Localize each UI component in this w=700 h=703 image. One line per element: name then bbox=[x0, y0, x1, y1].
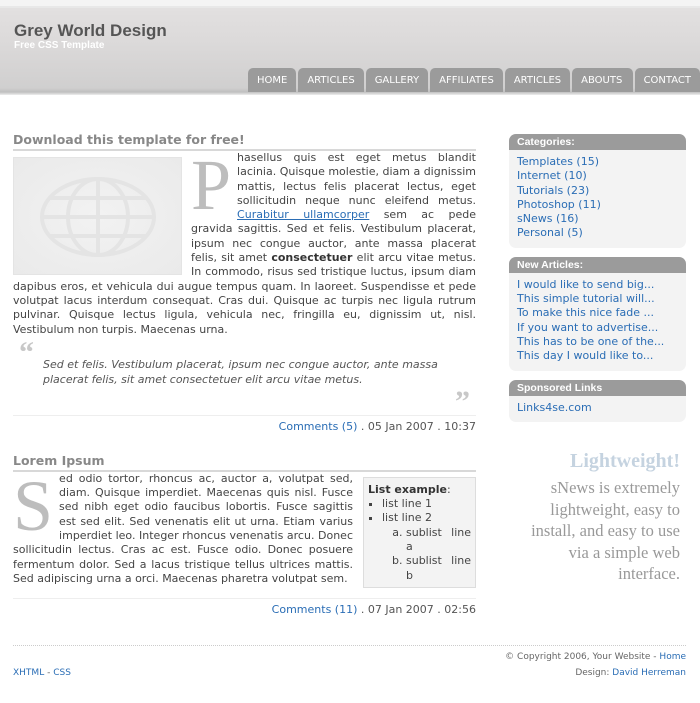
post-text: ed odio tortor, rhoncus ac, auctor a, volutpat sed, diam. Quisque imperdiet. Maecenas quis nisl. Fusce sed nibh eget odio faucibus lobortis. Fusce sagittis est sed elit. Sed venenatis elit ut urna. Etiam varius imperdiet leo. Integer rhoncus venenatis arcu. Donec sollicitudin lectus. Cras ac est. Fusce odio. Donec posuere fermentum dolor. Sed a lacus tristique tellus ultrices mattis. Sed adipiscing urna a orci. Maecenas pharetra volutpat sem. bbox=[13, 471, 353, 585]
globe-image bbox=[13, 157, 182, 275]
article-link[interactable]: This simple tutorial will... bbox=[517, 292, 655, 306]
post-text: sem ac pede gravida sagittis. Sed et felis. Vestibulum placerat, ipsum nec congue auctor, ante massa placerat felis, sit amet bbox=[191, 208, 476, 265]
post-date: . 05 Jan 2007 . 10:37 bbox=[357, 419, 476, 433]
list-item: ▪ list line 2 a. sublist line a b. sublist line b bbox=[382, 511, 471, 582]
footer bbox=[13, 645, 686, 678]
category-link[interactable]: Templates (15) bbox=[517, 155, 600, 168]
post-meta bbox=[13, 415, 476, 433]
header bbox=[0, 0, 700, 111]
xhtml-link[interactable]: XHTML bbox=[13, 668, 45, 678]
site-title: Grey World Design bbox=[14, 21, 167, 40]
nav-articles[interactable]: ARTICLES bbox=[298, 68, 363, 92]
box-title: Categories: bbox=[509, 134, 686, 150]
promo-title: Lightweight! bbox=[570, 450, 680, 472]
nav-gallery[interactable]: GALLERY bbox=[366, 68, 428, 92]
category-link[interactable]: Internet (10) bbox=[517, 169, 587, 183]
sublist-item: a. sublist line a bbox=[406, 526, 471, 555]
inline-link[interactable]: Curabitur ullamcorper bbox=[237, 208, 370, 222]
sponsored-box bbox=[509, 380, 686, 422]
css-link[interactable]: CSS bbox=[53, 668, 71, 678]
list-title: List example bbox=[368, 482, 447, 496]
categories-box bbox=[509, 134, 686, 248]
list bbox=[368, 497, 471, 583]
post-date: . 07 Jan 2007 . 02:56 bbox=[357, 603, 476, 617]
category-link[interactable]: sNews (16) bbox=[517, 212, 579, 226]
nav-about-us[interactable]: ABOUTS US bbox=[572, 68, 632, 92]
close-quote-icon: ” bbox=[455, 384, 470, 418]
category-link[interactable]: Tutorials (23) bbox=[517, 183, 590, 197]
drop-cap: S bbox=[13, 465, 54, 546]
lightweight-promo bbox=[509, 450, 680, 585]
post-title: Download this template for free! bbox=[13, 132, 476, 151]
open-quote-icon: “ bbox=[19, 335, 34, 369]
list-item: ▪ list line 1 bbox=[382, 497, 471, 511]
nav-contact[interactable]: CONTACT bbox=[635, 68, 700, 92]
design-credit: Design: David Herreman bbox=[575, 668, 686, 678]
new-articles-box bbox=[509, 257, 686, 371]
category-link[interactable]: Personal (5) bbox=[517, 226, 583, 240]
article-link[interactable]: I would like to send big... bbox=[517, 277, 655, 291]
sublist bbox=[382, 526, 471, 583]
post-lorem bbox=[13, 453, 476, 616]
bold-text: consectetuer bbox=[271, 251, 353, 265]
site-subtitle: Free CSS Template bbox=[14, 40, 105, 51]
nav-home[interactable]: HOME bbox=[248, 68, 296, 92]
main-nav bbox=[248, 68, 700, 111]
post-body bbox=[13, 145, 476, 337]
article-link[interactable]: This has to be one of the... bbox=[517, 334, 665, 348]
copyright: © Copyright 2006, Your Website - Home bbox=[505, 652, 686, 662]
post-text: elit arcu vitae metus. In commodo, risus sed tristique luctus, ipsum diam dapibus eros, et vehicula dui augue tempus quam. In laoreet. Suspendisse et pede volutpat lacus interdum consequat. Cras dui. Quisque ac turpis nec ligula rutrum pulvinar. Quisque lectus ligula, vehicula nec, fringilla eu, dignissim ut, nisl. Vestibulum non turpis. Maecenas urna. bbox=[13, 251, 476, 336]
article-link[interactable]: If you want to advertise... bbox=[517, 320, 659, 334]
globe-icon bbox=[14, 158, 183, 276]
validators: XHTML - CSS bbox=[13, 668, 71, 678]
article-link[interactable]: To make this nice fade ... bbox=[517, 306, 655, 320]
post-meta bbox=[13, 598, 476, 616]
post-body bbox=[13, 465, 476, 586]
post-title: Lorem Ipsum bbox=[13, 453, 476, 472]
comments-link[interactable]: Comments (5) bbox=[278, 419, 358, 433]
main-content bbox=[13, 132, 476, 616]
sidebar bbox=[509, 134, 686, 431]
header-top-strip bbox=[0, 6, 700, 8]
post-download bbox=[13, 132, 476, 433]
list-example: List example: ▪ list line 1 ▪ list line 2 a. sublist line a b. sublist line b bbox=[363, 477, 476, 588]
footer-home-link[interactable]: Home bbox=[659, 652, 686, 662]
promo-text: sNews is extremely lightweight, easy to install, and easy to use via a simple web interface. bbox=[531, 478, 680, 583]
post-text: hasellus quis est eget metus blandit lacinia. Quisque molestie, diam a dignissim mattis, lectus felis placerat lectus, eget sollicitudin neque nunc eleifend metus. bbox=[237, 151, 476, 207]
category-link[interactable]: Photoshop (11) bbox=[517, 197, 601, 211]
nav-articles-2[interactable]: ARTICLES bbox=[505, 68, 570, 92]
article-link[interactable]: This day I would like to... bbox=[517, 349, 654, 363]
drop-cap: P bbox=[191, 145, 232, 225]
designer-link[interactable]: David Herreman bbox=[612, 668, 686, 678]
sponsored-link[interactable]: Links4se.com bbox=[517, 400, 592, 414]
comments-link[interactable]: Comments (11) bbox=[271, 603, 358, 617]
nav-affiliates[interactable]: AFFILIATES bbox=[430, 68, 503, 92]
box-title: New Articles: bbox=[509, 257, 686, 273]
blockquote bbox=[13, 335, 476, 418]
quote-text: Sed et felis. Vestibulum placerat, ipsum nec congue auctor, ante massa placerat felis, sit amet consectetuer elit arcu vitae metus. bbox=[43, 357, 438, 386]
box-title: Sponsored Links bbox=[509, 380, 686, 396]
sublist-item: b. sublist line b bbox=[406, 554, 471, 583]
